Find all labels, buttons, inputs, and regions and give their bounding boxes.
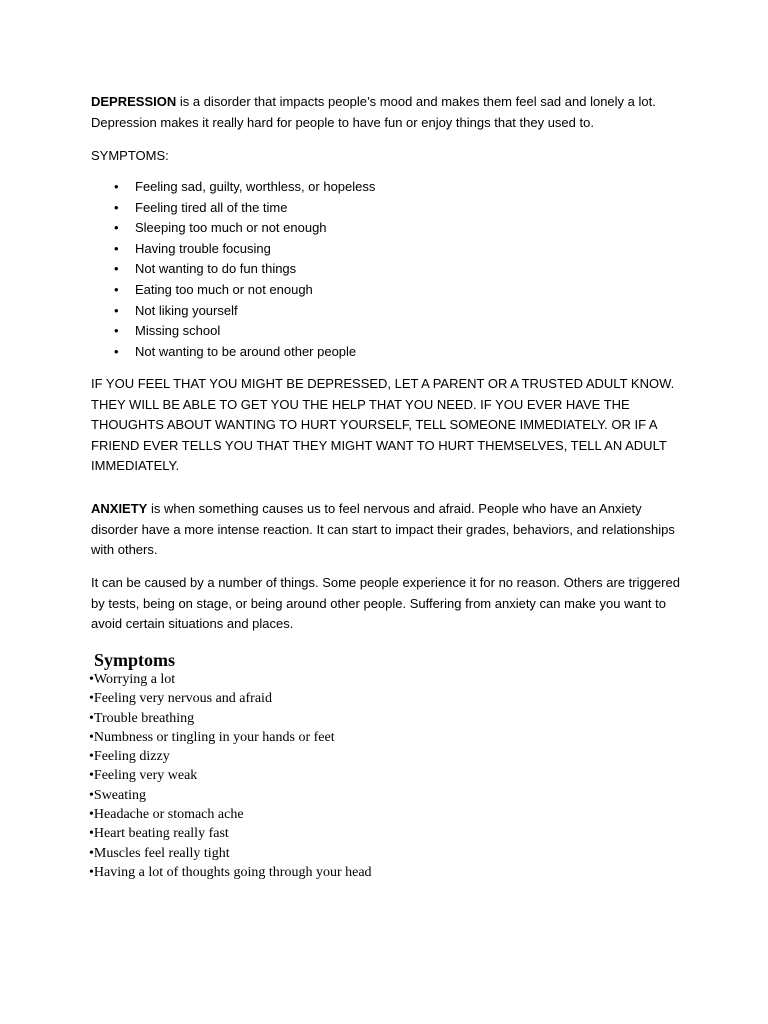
anxiety-intro-text: is when something causes us to feel nervous and afraid. People who have an Anxiety disorder have a more intense reaction. It can start to impact their grades, behaviors, and relationships with others. — [91, 501, 675, 557]
list-item: •Feeling dizzy — [89, 749, 170, 765]
list-item: •Having a lot of thoughts going through your head — [89, 864, 372, 880]
bullet-icon: • — [114, 199, 119, 215]
depression-term: DEPRESSION — [91, 94, 177, 109]
list-item-text: Missing school — [135, 323, 221, 339]
depression-intro-text: is a disorder that impacts people’s mood and makes them feel sad and lonely a lot. Depression makes it really hard for people to have fun or enjoy things that they used to. — [91, 94, 656, 130]
list-item — [91, 342, 375, 363]
list-item: •Feeling very weak — [89, 768, 198, 784]
anxiety-symptoms-heading: Symptoms — [94, 650, 176, 670]
bullet-icon: • — [114, 261, 119, 277]
list-item: •Feeling very nervous and afraid — [89, 691, 272, 707]
anxiety-causes: It can be caused by a number of things. Some people experience it for no reason. Others are triggered by tests, being on stage, or being around other people. Suffering from anxiety can make you want to avoid certain situations and places. — [91, 575, 680, 631]
depression-warning: IF YOU FEEL THAT YOU MIGHT BE DEPRESSED, LET A PARENT OR A TRUSTED ADULT KNOW. THEY WILL BE ABLE TO GET YOU THE HELP THAT YOU NEED. IF YOU EVER HAVE THE THOUGHTS ABOUT WANTING TO HURT YOURSELF, TELL SOMEONE IMMEDIATELY. OR IF A FRIEND EVER TELLS YOU THAT THEY MIGHT WANT TO HURT THEMSELVES, TELL AN ADULT IMMEDIATELY. — [91, 376, 675, 473]
anxiety-symptoms-list — [89, 670, 372, 882]
bullet-icon: • — [114, 240, 119, 256]
list-item: •Numbness or tingling in your hands or feet — [89, 729, 335, 745]
list-item-text: Feeling sad, guilty, worthless, or hopeless — [135, 179, 376, 194]
bullet-icon: • — [114, 220, 119, 236]
bullet-icon: • — [114, 179, 119, 194]
list-item: •Trouble breathing — [89, 710, 195, 726]
list-item-text: Not liking yourself — [135, 302, 238, 318]
list-item-text: Not wanting to be around other people — [135, 343, 357, 359]
list-item-text: Feeling tired all of the time — [135, 199, 288, 215]
list-item: •Sweating — [89, 787, 147, 803]
list-item — [91, 218, 375, 239]
depression-symptoms-heading: SYMPTOMS: — [91, 148, 169, 163]
list-item — [91, 239, 375, 260]
list-item: •Heart beating really fast — [89, 826, 229, 842]
list-item-text: Sleeping too much or not enough — [135, 220, 327, 236]
list-item-text: Not wanting to do fun things — [135, 261, 297, 277]
list-item: •Headache or stomach ache — [89, 807, 244, 823]
list-item — [91, 259, 375, 280]
depression-symptoms-list — [91, 177, 375, 362]
list-item — [91, 198, 375, 219]
list-item — [91, 177, 375, 198]
bullet-icon: • — [114, 302, 119, 318]
depression-intro — [91, 92, 681, 133]
bullet-icon: • — [114, 281, 119, 297]
bullet-icon: • — [114, 323, 119, 339]
list-item: •Worrying a lot — [89, 672, 176, 687]
list-item-text: Having trouble focusing — [135, 240, 271, 256]
list-item — [91, 301, 375, 322]
anxiety-term: ANXIETY — [91, 501, 148, 516]
bullet-icon: • — [114, 343, 119, 359]
list-item: •Muscles feel really tight — [89, 845, 230, 861]
list-item-text: Eating too much or not enough — [135, 281, 313, 297]
list-item — [91, 321, 375, 342]
list-item — [91, 280, 375, 301]
anxiety-intro — [91, 499, 681, 561]
